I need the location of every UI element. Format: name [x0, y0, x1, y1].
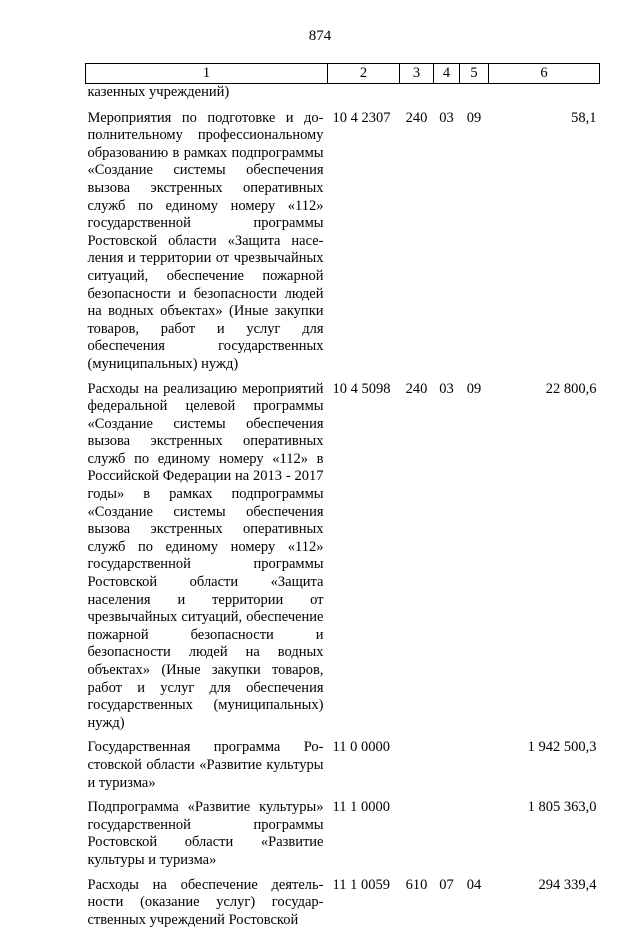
- table-row: [86, 110, 600, 381]
- continuation-text: казенных учреждений): [87, 84, 230, 100]
- header-col-5: 5: [460, 64, 489, 84]
- table-row: [86, 381, 600, 740]
- row-description: Мероприятия по подготовке и дополнительному профессиональному образованию в рамках подпрограммы «Создание системы обеспечения вызова экстренных оперативных служб по единому номеру «112» государственной программы Ростовской области «Защита населения и территории от чрезвычайных ситуаций, обеспечение пожарной безопасности и безопасности людей на водных объектах» (Иные закупки товаров, работ и услуг для обеспечения государственных (муниципальных) нужд): [87, 109, 324, 372]
- row-description: Расходы на обеспечение деятельности (оказание услуг) государственных учреждений Ростовской: [87, 876, 324, 928]
- row-target-code: 11 0 0000: [332, 739, 390, 756]
- table-header-row: [86, 64, 600, 84]
- row-section: 03: [439, 109, 454, 126]
- row-section: 07: [439, 876, 454, 893]
- row-description: Расходы на реализацию мероприятий федеральной целевой программы «Создание системы обеспечения вызова экстренных оперативных служб по единому номеру «112» в Российской Федерации на 2013 - 2017 годы» в рамках подпрограммы «Создание системы обеспечения вызова экстренных оперативных служб по единому номеру «112» государственной программы Ростовской области «Защита населения и территории от чрезвычайных ситуаций, обеспечение пожарной безопасности и безопасности людей на водных объектах» (Иные закупки товаров, работ и услуг для обеспечения государственных (муниципальных) нужд): [87, 380, 324, 731]
- header-col-4: 4: [434, 64, 460, 84]
- row-section: 03: [439, 380, 454, 397]
- header-col-3: 3: [400, 64, 434, 84]
- table-row: [86, 739, 600, 799]
- row-subsection: 09: [466, 109, 482, 126]
- row-target-code: 11 1 0059: [332, 876, 390, 893]
- row-expense-type: [400, 799, 434, 876]
- row-section: [434, 739, 460, 799]
- row-amount: 1 942 500,3: [527, 739, 597, 756]
- row-description: Государственная программа Ростовской области «Развитие культуры и туризма»: [87, 739, 324, 791]
- row-target-code: 11 1 0000: [332, 799, 390, 816]
- table-row: [86, 799, 600, 876]
- row-subsection: [460, 799, 489, 876]
- row-amount: 58,1: [571, 109, 597, 126]
- row-subsection: 09: [466, 380, 482, 397]
- header-col-6: 6: [489, 64, 600, 84]
- row-expense-type: [400, 739, 434, 799]
- page-number: 874: [308, 28, 332, 44]
- continuation-row: [86, 84, 600, 110]
- row-target-code: 10 4 5098: [332, 380, 391, 397]
- row-expense-type: 240: [405, 380, 428, 397]
- table-row: [86, 877, 600, 936]
- row-expense-type: 610: [405, 876, 428, 893]
- row-section: [434, 799, 460, 876]
- row-amount: 1 805 363,0: [527, 799, 597, 816]
- row-amount: 22 800,6: [545, 380, 597, 397]
- row-amount: 294 339,4: [538, 876, 597, 893]
- header-col-2: 2: [328, 64, 400, 84]
- row-target-code: 10 4 2307: [332, 109, 391, 126]
- row-description: Подпрограмма «Развитие культуры» государственной программы Ростовской области «Развитие культуры и туризма»: [87, 799, 324, 868]
- row-subsection: [460, 739, 489, 799]
- row-expense-type: 240: [405, 109, 428, 126]
- row-subsection: 04: [466, 876, 482, 893]
- budget-table: [85, 63, 600, 936]
- header-col-1: 1: [86, 64, 328, 84]
